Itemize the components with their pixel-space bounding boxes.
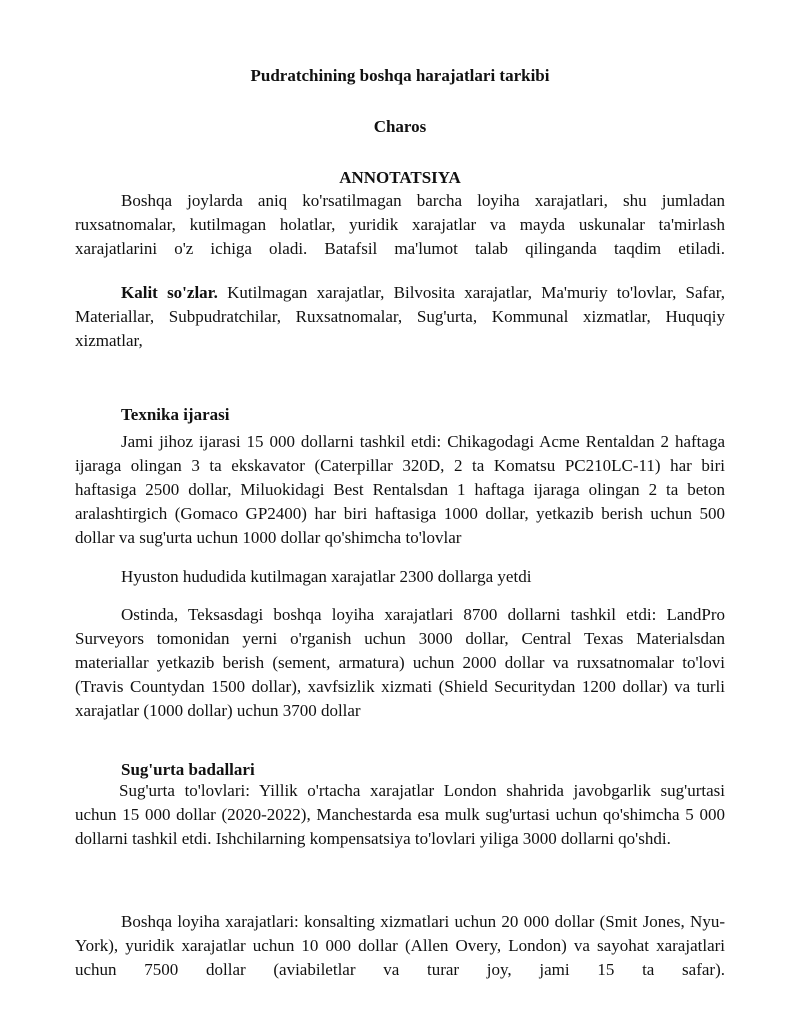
section-heading-insurance: Sug'urta badallari (121, 760, 255, 779)
equipment-paragraph-3: Ostinda, Teksasdagi boshqa loyiha xarajatlari 8700 dollarni tashkil etdi: LandPro Surveyors tomonidan yerni o'rganish uchun 3000 dollar, Central Texas Materialsdan materiallar yetkazib berish (sement, armatura) uchun 2000 dollar va ruxsatnomalar to'lovi (Travis Countydan 1500 dollar), xavfsizlik xizmati (Shield Securitydan 1200 dollar) va turli xarajatlar (1000 dollar) uchun 3700 dollar (75, 605, 725, 720)
insurance-paragraph-2: Boshqa loyiha xarajatlari: konsalting xizmatlari uchun 20 000 dollar (Smit Jones, Nyu-York), yuridik xarajatlar uchun 10 000 dollar (Allen Overy, London) va sayohat xarajatlari uchun 7500 dollar (aviabiletlar va turar joy, jami 15 ta safar). (75, 912, 725, 979)
paper-title: Pudratchining boshqa harajatlari tarkibi (250, 66, 550, 85)
section-heading-equipment: Texnika ijarasi (121, 405, 230, 424)
equipment-paragraph-1: Jami jihoz ijarasi 15 000 dollarni tashkil etdi: Chikagodagi Acme Rentaldan 2 haftaga ijaraga olingan 3 ta ekskavator (Caterpillar 320D, 2 ta Komatsu PC210LC-11) har biri haftasiga 2500 dollar, Miluokidagi Best Rentalsdan 1 haftaga ijaraga olingan 2 ta beton aralashtirgich (Gomaco GP2400) har biri haftasiga 1000 dollar, yetkazib berish uchun 500 dollar va sug'urta uchun 1000 dollar qo'shimcha to'lovlar (75, 432, 725, 547)
keywords-label: Kalit so'zlar. (121, 283, 218, 302)
equipment-paragraph-2: Hyuston hududida kutilmagan xarajatlar 2300 dollarga yetdi (121, 567, 532, 586)
keywords-text: Kutilmagan xarajatlar, Bilvosita xarajatlar, Ma'muriy to'lovlar, Safar, Materiallar, Subpudratchilar, Ruxsatnomalar, Sug'urta, Kommunal xizmatlar, Huquqiy xizmatlar, (75, 283, 725, 350)
abstract-heading: ANNOTATSIYA (339, 168, 461, 187)
abstract-text: Boshqa joylarda aniq ko'rsatilmagan barcha loyiha xarajatlari, shu jumladan ruxsatnomalar, kutilmagan holatlar, yuridik xarajatlar va mayda uskunalar ta'mirlash xarajatlarini o'z ichiga oladi. Batafsil ma'lumot talab qilinganda taqdim etiladi. (75, 191, 725, 258)
insurance-paragraph-1: Sug'urta to'lovlari: Yillik o'rtacha xarajatlar London shahrida javobgarlik sug'urtasi uchun 15 000 dollar (2020-2022), Manchestarda esa mulk sug'urtasi uchun qo'shimcha 5 000 dollarni tashkil etdi. Ishchilarning kompensatsiya to'lovlari yiliga 3000 dollarni qo'shdi. (75, 781, 725, 848)
keywords-paragraph (75, 281, 725, 353)
author-name: Charos (373, 117, 427, 136)
